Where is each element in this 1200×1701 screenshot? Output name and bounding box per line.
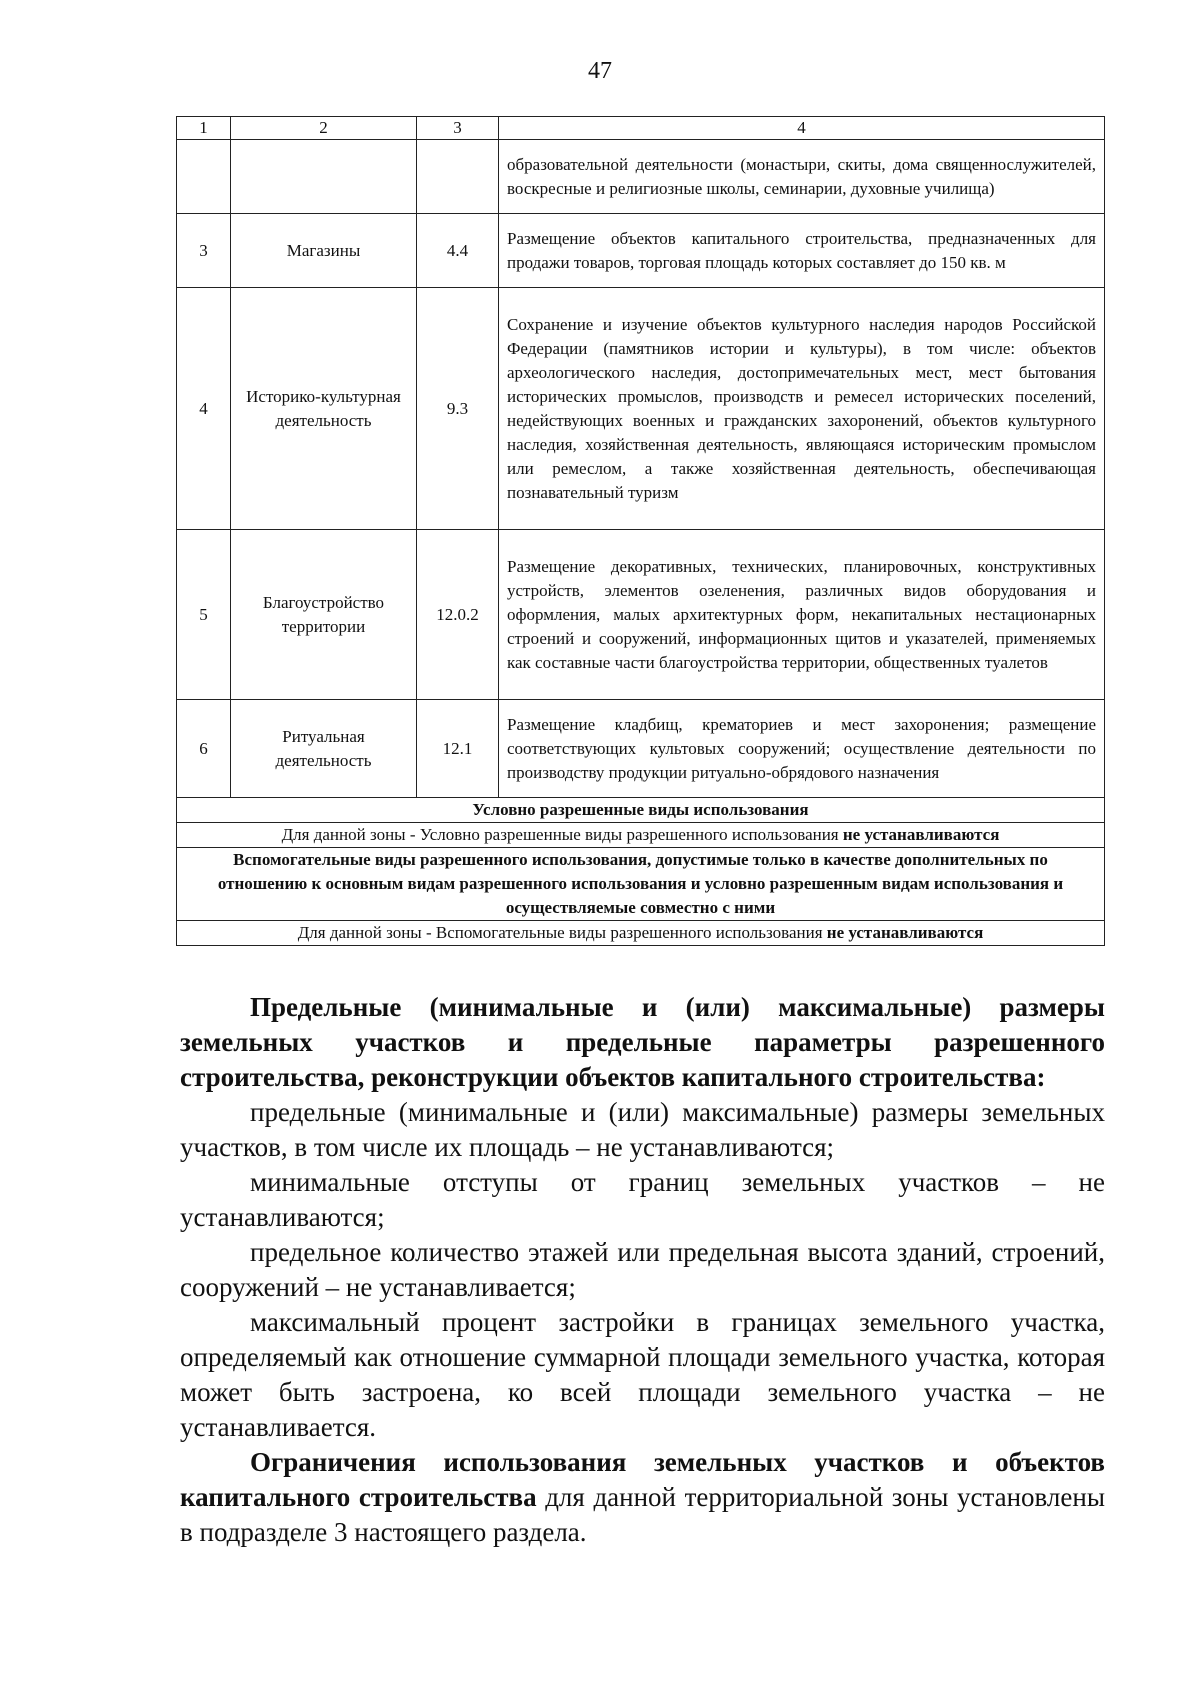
auxiliary-note-row [177,921,1105,946]
row-code [417,140,499,214]
auxiliary-note-text: Для данной зоны - Вспомогательные виды разрешенного использования [297,923,827,942]
row-code: 12.0.2 [417,530,499,700]
auxiliary-uses-note [177,921,1105,946]
row-name: Ритуальная деятельность [231,700,417,798]
conditional-note-text: Для данной зоны - Условно разрешенные виды разрешенного использования [281,825,843,844]
row-number: 3 [177,214,231,288]
header-cell: 2 [231,117,417,140]
table-header-row [177,117,1105,140]
row-number: 4 [177,288,231,530]
auxiliary-note-bold: не устанавливаются [826,923,984,942]
row-number [177,140,231,214]
row-number: 5 [177,530,231,700]
paragraph-floors: предельное количество этажей или предельная высота зданий, строений, сооружений – не устанавливается; [180,1237,1105,1302]
header-cell: 3 [417,117,499,140]
row-name: Благоустройство территории [231,530,417,700]
paragraph-plot-sizes: предельные (минимальные и (или) максимальные) размеры земельных участков, в том числе их площадь – не устанавливаются; [180,1097,1105,1162]
conditional-uses-note [177,823,1105,848]
body-text [180,990,1105,1550]
row-name: Историко-культурная деятельность [231,288,417,530]
row-number: 6 [177,700,231,798]
row-code: 9.3 [417,288,499,530]
row-code: 12.1 [417,700,499,798]
page-number: 47 [588,58,612,84]
paragraph-setbacks: минимальные отступы от границ земельных участков – не устанавливаются; [180,1167,1105,1232]
row-description: Сохранение и изучение объектов культурного наследия народов Российской Федерации (памятников истории и культуры), в том числе: объектов археологического наследия, достопримечательных мест, мест бытования исторических промыслов, производств и ремесел исторических поселений, недействующих военных и гражданских захоронений, объектов культурного наследия, хозяйственная деятельность, являющаяся историческим промыслом или ремеслом, а также хозяйственная деятельность, обеспечивающая познавательный туризм [499,288,1105,530]
conditional-title-row [177,798,1105,823]
paragraph-coverage: максимальный процент застройки в границах земельного участка, определяемый как отношение суммарной площади земельного участка, которая может быть застроена, ко всей площади земельного участка – не устанавливается. [180,1307,1105,1442]
row-description: Размещение декоративных, технических, планировочных, конструктивных устройств, элементов озеленения, различных видов оборудования и оформления, малых архитектурных форм, некапитальных нестационарных строений и сооружений, информационных щитов и указателей, применяемых как составные части благоустройства территории, общественных туалетов [499,530,1105,700]
row-name: Магазины [231,214,417,288]
paragraph-restrictions [180,1445,1105,1550]
header-cell: 1 [177,117,231,140]
header-cell: 4 [499,117,1105,140]
restrictions-rest: для данной территориальной зоны установлены в подразделе 3 настоящего раздела. [180,1482,1105,1547]
conditional-note-bold: не устанавливаются [842,825,1000,844]
auxiliary-title-row [177,848,1105,921]
land-use-table [176,116,1105,946]
conditional-uses-title: Условно разрешенные виды использования [177,798,1105,823]
table-row [177,700,1105,798]
row-name [231,140,417,214]
table-row [177,288,1105,530]
row-description: Размещение кладбищ, крематориев и мест захоронения; размещение соответствующих культовых сооружений; осуществление деятельности по производству продукции ритуально-обрядового назначения [499,700,1105,798]
restrictions-bold: Ограничения использования земельных участков и объектов капитального строительства [180,1447,1105,1512]
table-row [177,214,1105,288]
row-description: Размещение объектов капитального строительства, предназначенных для продажи товаров, торговая площадь которых составляет до 150 кв. м [499,214,1105,288]
table-row [177,140,1105,214]
table-row [177,530,1105,700]
conditional-note-row [177,823,1105,848]
section-heading: Предельные (минимальные и (или) максимальные) размеры земельных участков и предельные параметры разрешенного строительства, реконструкции объектов капитального строительства: [180,992,1105,1092]
row-description: образовательной деятельности (монастыри, скиты, дома священнослужителей, воскресные и религиозные школы, семинарии, духовные училища) [499,140,1105,214]
auxiliary-uses-title: Вспомогательные виды разрешенного использования, допустимые только в качестве дополнительных по отношению к основным видам разрешенного использования и условно разрешенным видам использования и осуществляемые совместно с ними [177,848,1105,921]
row-code: 4.4 [417,214,499,288]
